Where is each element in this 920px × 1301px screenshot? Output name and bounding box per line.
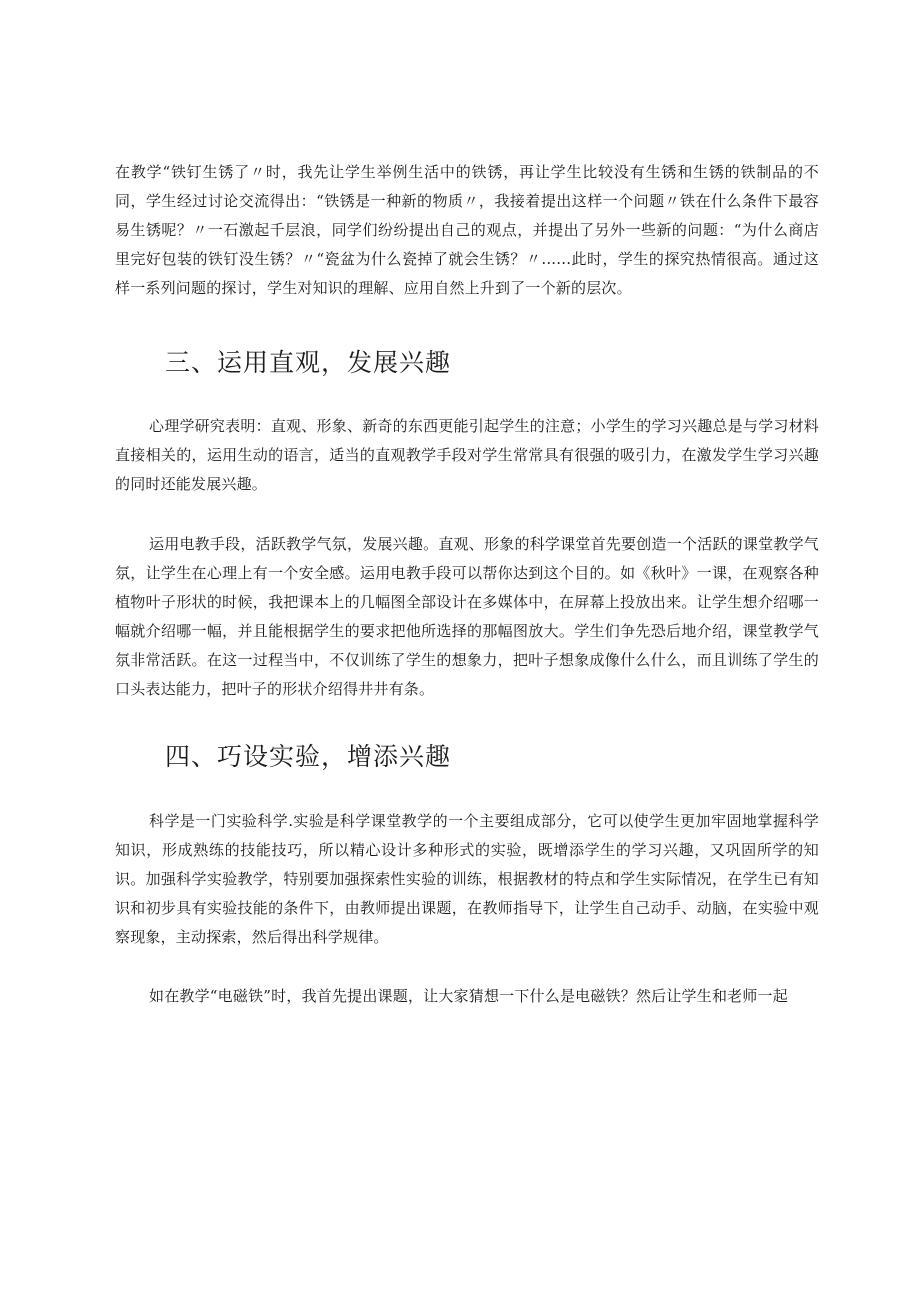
document-page (115, 158, 819, 1011)
section-heading-4: 四、巧设实验，增添兴趣 (165, 742, 452, 771)
paragraph-multimedia: 运用电教手段，活跃教学气氛，发展兴趣。直观、形象的科学课堂首先要创造一个活跃的课堂教学气氛，让学生在心理上有一个安全感。运用电教手段可以帮你达到这个目的。如《秋叶》一课，在观察各种植物叶子形状的时候，我把课本上的几幅图全部设计在多媒体中，在屏幕上投放出来。让学生想介绍哪一幅就介绍哪一幅，并且能根据学生的要求把他所选择的那幅图放大。学生们争先恐后地介绍，课堂教学气氛非常活跃。在这一过程当中，不仅训练了学生的想象力，把叶子想象成像什么什么，而且训练了学生的口头表达能力，把叶子的形状介绍得井井有条。 (115, 535, 819, 698)
section-heading-3: 三、运用直观，发展兴趣 (165, 348, 452, 377)
paragraph-psychology: 心理学研究表明：直观、形象、新奇的东西更能引起学生的注意；小学生的学习兴趣总是与学习材料直接相关的，运用生动的语言，适当的直观教学手段对学生常常具有很强的吸引力，在激发学生学习兴趣的同时还能发展兴趣。 (115, 417, 819, 493)
paragraph-experiments: 科学是一门实验科学.实验是科学课堂教学的一个主要组成部分，它可以使学生更加牢固地掌握科学知识，形成熟练的技能技巧，所以精心设计多种形式的实验，既增添学生的学习兴趣，又巩固所学的知识。加强科学实验教学，特别要加强探索性实验的训练，根据教材的特点和学生实际情况，在学生已有知识和初步具有实验技能的条件下，由教师提出课题，在教师指导下，让学生自己动手、动脑，在实验中观察现象，主动探索，然后得出科学规律。 (115, 812, 819, 946)
paragraph-rusting-nails: 在教学“铁钉生锈了〃时，我先让学生举例生活中的铁锈，再让学生比较没有生锈和生锈的铁制品的不同，学生经过讨论交流得出：“铁锈是一种新的物质〃，我接着提出这样一个问题〃铁在什么条件下最容易生锈呢？〃一石激起千层浪，同学们纷纷提出自己的观点，并提出了另外一些新的问题：“为什么商店里完好包装的铁钉没生锈？〃“瓷盆为什么瓷掉了就会生锈？〃......此时，学生的探究热情很高。通过这样一系列问题的探讨，学生对知识的理解、应用自然上升到了一个新的层次。 (115, 163, 819, 297)
paragraph-electromagnet: 如在教学“电磁铁”时，我首先提出课题，让大家猜想一下什么是电磁铁？然后让学生和老师一起 (149, 987, 788, 1005)
